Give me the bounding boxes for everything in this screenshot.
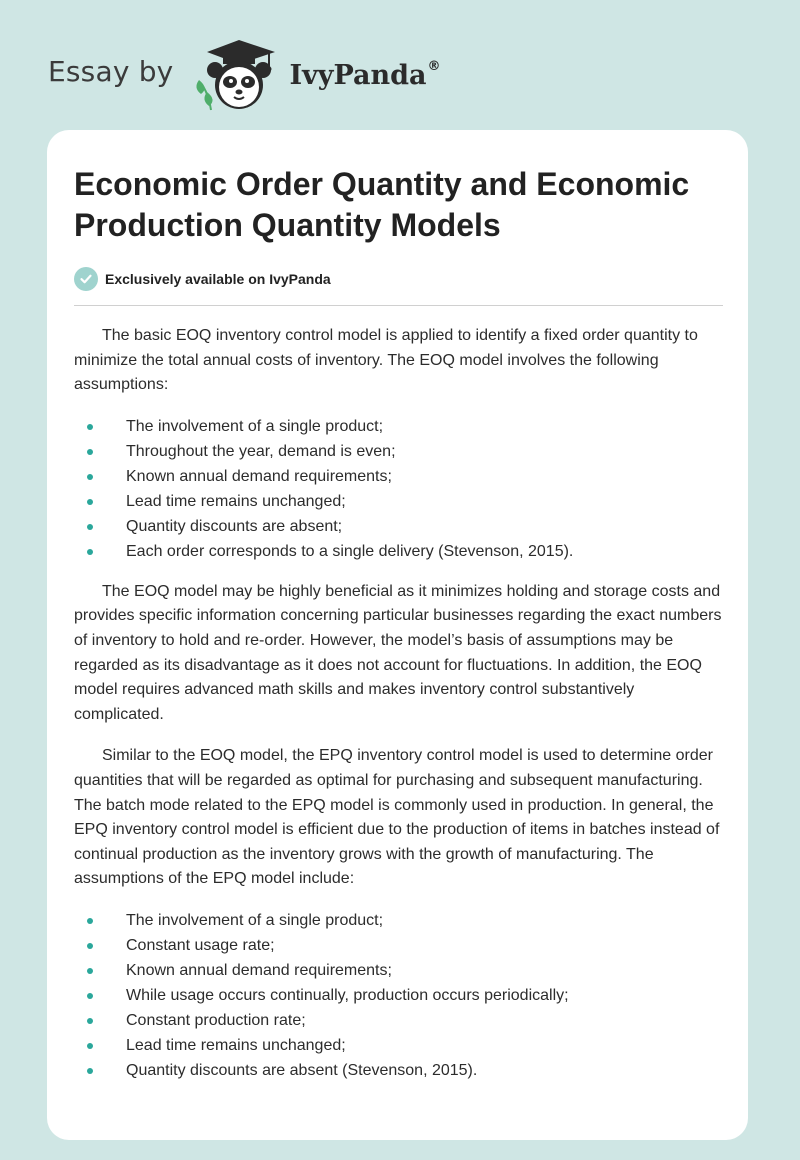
essay-title: Economic Order Quantity and Economic Production Quantity Models [74,166,690,243]
list-item [74,958,724,983]
bullet-icon [87,449,93,455]
list-item-text: The involvement of a single product; [126,417,384,435]
list-item [74,908,724,933]
list-item [74,1058,724,1083]
list-item [74,933,724,958]
exclusive-label: Exclusively available on IvyPanda [105,271,331,287]
list-item [74,514,724,539]
list-item-text: Quantity discounts are absent; [126,517,343,535]
title-divider [74,305,723,306]
bullet-icon [87,1018,93,1024]
brand-header [48,36,441,112]
essay-body [74,324,724,1083]
bullet-icon [87,524,93,530]
bullet-icon [87,993,93,999]
check-icon [74,267,98,291]
exclusive-notice [74,266,724,292]
bullet-icon [87,1068,93,1074]
essay-by-label: Essay by [48,54,174,88]
list-item-text: Quantity discounts are absent (Stevenson, 2015). [126,1061,478,1079]
list-item-text: Lead time remains unchanged; [126,492,346,510]
bullet-icon [87,943,93,949]
list-item [74,414,724,439]
list-item [74,983,724,1008]
bullet-icon [87,499,93,505]
bullet-icon [87,474,93,480]
paragraph: Similar to the EOQ model, the EPQ inventory control model is used to determine order quantities that will be regarded as optimal for purchasing and subsequent manufacturing. The batch mode related to the EPQ model is commonly used in production. In general, the EPQ inventory control model is efficient due to the production of items in batches instead of continual production as the inventory grows with the growth of manufacturing. The assumptions of the EPQ model include: [74,747,720,888]
eoq-assumptions-list [74,414,724,564]
essay-card [47,130,748,1140]
list-item-text: Constant usage rate; [126,936,275,954]
list-item-text: The involvement of a single product; [126,911,384,929]
brand-name-text: IvyPanda [289,60,427,91]
list-item-text: Known annual demand requirements; [126,467,392,485]
registered-mark: ® [427,59,441,74]
paragraph: The EOQ model may be highly beneficial as it minimizes holding and storage costs and provides specific information concerning particular businesses regarding the exact numbers of inventory to hold and re-order. However, the model’s basis of assumptions may be regarded as its disadvantage as it does not account for fluctuations. In addition, the EOQ model requires advanced math skills and makes inventory control substantively complicated. [74,582,722,723]
list-item-text: Lead time remains unchanged; [126,1036,346,1054]
list-item [74,439,724,464]
list-item [74,1033,724,1058]
bullet-icon [87,1043,93,1049]
list-item [74,539,724,564]
bullet-icon [87,968,93,974]
list-item [74,464,724,489]
bullet-icon [87,424,93,430]
list-item-text: Constant production rate; [126,1011,306,1029]
bullet-icon [87,549,93,555]
list-item [74,1008,724,1033]
essay-content [74,164,724,1083]
list-item-text: While usage occurs continually, production occurs periodically; [126,986,569,1004]
paragraph: The basic EOQ inventory control model is applied to identify a fixed order quantity to minimize the total annual costs of inventory. The EOQ model involves the following assumptions: [74,327,698,394]
bullet-icon [87,918,93,924]
list-item-text: Known annual demand requirements; [126,961,392,979]
list-item-text: Throughout the year, demand is even; [126,442,396,460]
brand-name[interactable] [289,59,440,91]
epq-assumptions-list [74,908,724,1083]
list-item [74,489,724,514]
ivypanda-logo-icon[interactable] [189,36,281,112]
list-item-text: Each order corresponds to a single delivery (Stevenson, 2015). [126,542,574,560]
